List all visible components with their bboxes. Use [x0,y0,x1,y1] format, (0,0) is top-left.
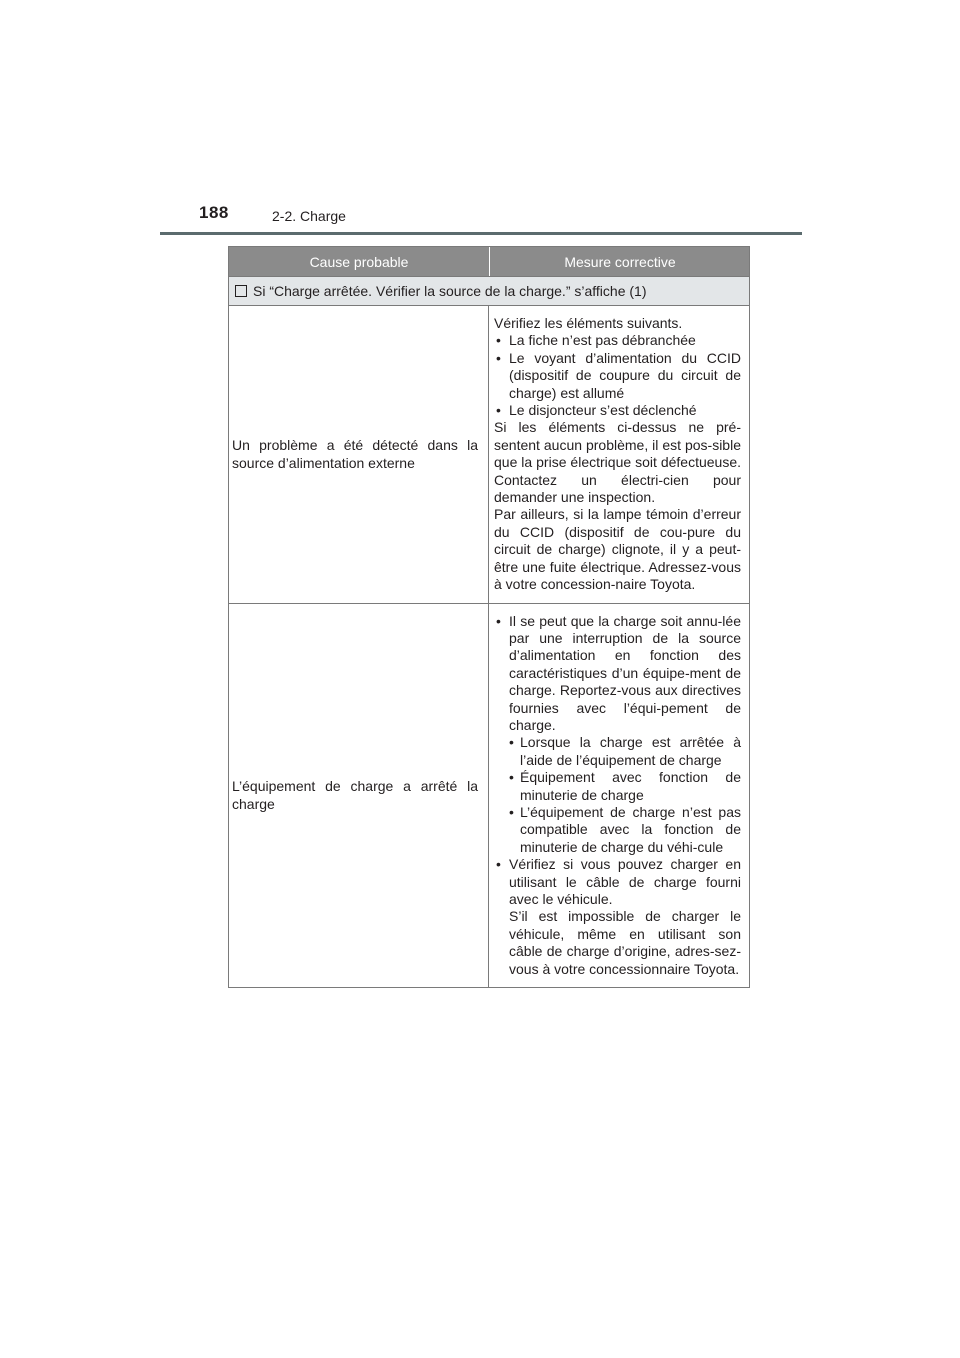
list-item-text: La fiche n’est pas débranchée [509,332,696,349]
bullet-icon: • [496,332,501,349]
header-rule [160,232,802,235]
bullet-icon: • [496,349,501,366]
table-header [229,247,749,276]
page-header [0,0,960,240]
cause-text: L’équipement de charge a arrêté la charge [232,778,478,813]
cause-cell [229,306,489,603]
bullet-icon: • [496,402,501,419]
remedy-paragraph: Par ailleurs, si la lampe témoin d’erreur du CCID (dispositif de cou-pure du circuit de charge) clignote, il y a peut-être une fuite électrique. Adressez-vous à votre concession-naire Toyota. [494,506,741,593]
bullet-icon: • [496,612,501,629]
column-header-cause: Cause probable [229,247,490,276]
sub-list-item [507,769,741,804]
sub-list-item-text: L’équipement de charge n’est pas compatible avec la fonction de minuterie de charge du véhi-cule [520,803,741,855]
sub-list [494,734,741,856]
section-title: 2-2. Charge [272,208,346,224]
list-item-text: Vérifiez si vous pouvez charger en utilisant le câble de charge fourni avec le véhicule. [509,856,741,907]
sub-list-item [507,804,741,856]
cause-text: Un problème a été détecté dans la source d’alimentation externe [232,437,478,472]
remedy-paragraph: Si les éléments ci-dessus ne pré-sentent aucun problème, il est pos-sible que la prise électrique soit défectueuse. Contactez un électri-cien pour demander une inspection. [494,419,741,506]
list-item [494,402,741,419]
list-item-text: Le voyant d’alimentation du CCID (dispositif de coupure du circuit de charge) est allumé [509,349,741,401]
list-item [494,332,741,349]
sub-list-item-text: Lorsque la charge est arrêtée à l’aide de l’équipement de charge [520,734,741,768]
remedy-note: S’il est impossible de charger le véhicule, même en utilisant son câble de charge d’origine, adres-sez-vous à votre concessionnaire Toyota. [509,908,741,977]
remedy-intro: Vérifiez les éléments suivants. [494,315,683,331]
bullet-icon: • [509,734,514,751]
bullet-icon: • [496,856,501,873]
bullet-icon: • [509,803,514,820]
condition-text: Si “Charge arrêtée. Vérifier la source de la charge.” s’affiche (1) [253,283,647,299]
troubleshooting-table [228,246,750,988]
remedy-cell [489,306,749,603]
list-item-text: Le disjoncteur s’est déclenché [509,402,697,419]
cause-cell [229,604,489,988]
column-header-remedy: Mesure corrective [564,253,676,270]
sub-list-item-text: Équipement avec fonction de minuterie de charge [520,769,741,803]
table-row [229,603,749,988]
remedy-cell [489,604,749,988]
condition-row [229,276,749,305]
bullet-icon: • [509,769,514,786]
sub-list-item [507,734,741,769]
list-item-text: Il se peut que la charge soit annu-lée par une interruption de la source d’alimentation en fonction des caractéristiques d’un équipe-ment de charge. Reportez-vous aux directives fournies avec l’équi-pement de charge. [509,612,741,733]
page-number: 188 [199,203,229,222]
checkbox-icon [235,285,247,297]
list-item [494,613,741,735]
list-item [494,350,741,402]
list-item [494,856,741,908]
table-row [229,305,749,603]
